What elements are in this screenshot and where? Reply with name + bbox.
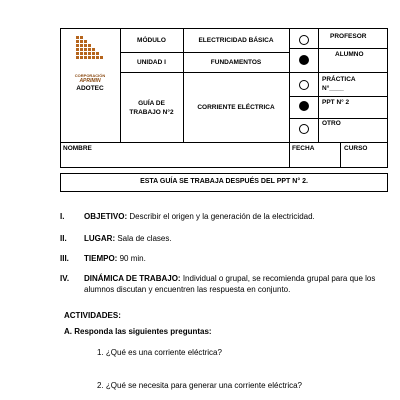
section-lugar	[84, 233, 384, 244]
profesor-radio[interactable]	[299, 35, 309, 45]
header-divider	[289, 48, 388, 49]
practica-label: PRÁCTICA N°____	[322, 76, 356, 92]
unidad-value: FUNDAMENTOS	[210, 59, 262, 66]
guia-label: GUÍA DE TRABAJO N°2	[129, 100, 174, 116]
section-title: DINÁMICA DE TRABAJO:	[84, 274, 181, 283]
section-text: Sala de clases.	[115, 234, 172, 243]
section-text: Individual o grupal, se recomienda grupal para que los alumnos discutan y encuentren las respuesta en conjunto.	[84, 274, 376, 294]
notice-text: ESTA GUÍA SE TRABAJA DESPUÉS DEL PPT N° 2.	[140, 178, 308, 185]
modulo-label: MÓDULO	[137, 37, 166, 44]
curso-field[interactable]	[340, 154, 388, 167]
otro-radio[interactable]	[299, 124, 309, 134]
profesor-label: PROFESOR	[330, 33, 367, 40]
section-number: III.	[60, 254, 69, 263]
header-divider	[289, 72, 388, 73]
section-number: I.	[60, 212, 65, 221]
ppt-radio[interactable]	[299, 101, 309, 111]
section-number: IV.	[60, 274, 70, 283]
logo-text-top: CORPORACIÓN	[74, 73, 106, 78]
part-a-title: A. Responda las siguientes preguntas:	[64, 327, 212, 336]
section-text: Describir el origen y la generación de la electricidad.	[127, 212, 315, 221]
otro-label: OTRO	[322, 120, 341, 127]
section-title: OBJETIVO:	[84, 212, 128, 221]
guia-value: CORRIENTE ELÉCTRICA	[197, 104, 275, 111]
section-text: 90 min.	[117, 254, 146, 263]
question-1: 1. ¿Qué es una corriente eléctrica?	[97, 348, 222, 357]
curso-label: CURSO	[344, 145, 368, 152]
activities-title: ACTIVIDADES:	[64, 311, 121, 320]
question-2: 2. ¿Qué se necesita para generar una corriente eléctrica?	[97, 381, 303, 390]
practica-radio[interactable]	[299, 80, 309, 90]
nombre-label: NOMBRE	[63, 145, 92, 152]
logo-mark-icon	[70, 34, 110, 68]
section-title: LUGAR:	[84, 234, 116, 243]
ppt-label: PPT N° 2	[322, 99, 350, 106]
section-objetivo	[84, 211, 384, 222]
header-divider	[183, 28, 184, 142]
nombre-field[interactable]	[60, 154, 289, 167]
alumno-label: ALUMNO	[335, 51, 364, 58]
alumno-radio[interactable]	[299, 55, 309, 65]
modulo-value: ELECTRICIDAD BÁSICA	[198, 37, 274, 44]
section-dinamica	[84, 273, 382, 295]
header-divider	[60, 142, 388, 143]
logo	[70, 34, 110, 84]
section-tiempo	[84, 253, 384, 264]
fecha-field[interactable]	[289, 154, 340, 167]
header-divider	[120, 28, 121, 142]
unidad-label: UNIDAD I	[137, 59, 166, 66]
org-name: ADOTEC	[76, 85, 104, 92]
header-divider	[289, 96, 388, 97]
header-divider	[318, 28, 319, 142]
header-divider	[120, 72, 289, 73]
section-number: II.	[60, 234, 67, 243]
section-title: TIEMPO:	[84, 254, 118, 263]
logo-text-bottom: APRIMIN	[79, 78, 101, 84]
header-divider	[120, 52, 289, 53]
header-divider	[289, 118, 388, 119]
fecha-label: FECHA	[292, 145, 315, 152]
header-divider	[289, 28, 290, 168]
